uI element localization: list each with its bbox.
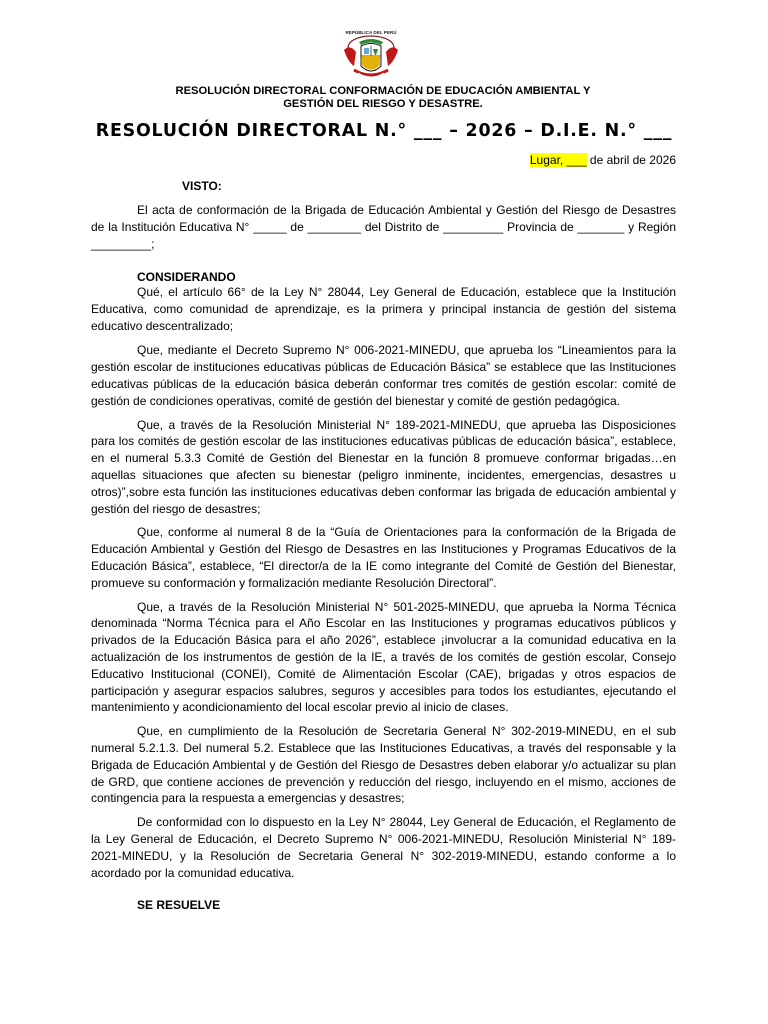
date-text: de abril de 2026 (586, 153, 676, 167)
considerando-paragraph-3: Que, a través de la Resolución Ministerial N° 189-2021-MINEDU, que aprueba las Disposiciones para los comités de gestión escolar de las instituciones educativas públicas de educación básica”, establece, en el numeral 5.3.3 Comité de Gestión del Bienestar en la función 8 promueve conformar brigadas…en aquellas situaciones que afecten su bienestar (peligro inminente, incidentes, emergencias, desastres u otros)”,sobre esta función las instituciones educativas deben conformar las brigada de educación ambiental y gestión del riesgo de desastres; (91, 417, 676, 516)
visto-label: VISTO: (182, 179, 222, 193)
document-heading-line-2: GESTIÓN DEL RIESGO Y DESASTRE. (283, 98, 483, 110)
visto-section (91, 202, 676, 259)
considerando-section (91, 284, 676, 888)
considerando-label: CONSIDERANDO (137, 270, 236, 284)
considerando-paragraph-7: De conformidad con lo dispuesto en la Ley N° 28044, Ley General de Educación, el Reglamento de la Ley General de Educación, el Decreto Supremo N° 006-2021-MINEDU, Resolución Ministerial N° 189-2021-MINEDU, y la Resolución de Secretaria General N° 302-2019-MINEDU, estando conforme a lo acordado por la comunidad educativa. (91, 815, 676, 880)
se-resuelve-label: SE RESUELVE (137, 898, 221, 912)
peru-coat-of-arms-icon (340, 26, 402, 86)
document-heading-line-1: RESOLUCIÓN DIRECTORAL CONFORMACIÓN DE EDUCACIÓN AMBIENTAL Y (175, 85, 591, 97)
resolution-title: RESOLUCIÓN DIRECTORAL N.° ___ – 2026 – D.I.E. N.° ___ (95, 121, 673, 141)
considerando-paragraph-4: Que, conforme al numeral 8 de la “Guía de Orientaciones para la conformación de la Brigada de Educación Ambiental y Gestión del Riesgo de Desastres en las Instituciones y Programas Educativos de la Educación Básica”, establece, “El director/a de la IE como integrante del Comité de Gestión del Bienestar, promueve su conformación y formalización mediante Resolución Directoral”. (91, 525, 676, 590)
svg-text:REPÚBLICA DEL PERÚ: REPÚBLICA DEL PERÚ (345, 30, 397, 35)
considerando-paragraph-5: Que, a través de la Resolución Ministerial N° 501-2025-MINEDU, que aprueba la Norma Técnica denominada “Norma Técnica para el Año Escolar en las Instituciones y programas educativos públicos y privados de la Educación Básica para el año 2026”, establece ¡involucrar a la comunidad educativa en la actualización de los instrumentos de gestión de la IE, a través de los comités de gestión escolar, Consejo Educativo Institucional (CONEI), Comité de Alimentación Escolar (CAE), brigadas y otros espacios de participación y asegurar espacios salubres, seguros y accesibles para todos los estudiantes, ejecutando el mantenimiento y acondicionamiento del local escolar previo al inicio de clases. (91, 599, 676, 715)
visto-paragraph: El acta de conformación de la Brigada de Educación Ambiental y Gestión del Riesgo de Desastres de la Institución Educativa N° _____ de ________ del Distrito de _________ Provincia de _______ y Región _________; (91, 203, 676, 251)
date-line (530, 153, 676, 167)
considerando-paragraph-1: Qué, el artículo 66° de la Ley N° 28044, Ley General de Educación, establece que la Institución Educativa, como comunidad de aprendizaje, es la primera y principal instancia de gestión del sistema educativo descentralizado; (91, 285, 676, 333)
place-placeholder: Lugar, ___ (529, 153, 587, 167)
considerando-paragraph-2: Que, mediante el Decreto Supremo N° 006-2021-MINEDU, que aprueba los “Lineamientos para la gestión escolar de instituciones educativas públicas de Educación Básica” se establece que las Instituciones educativas públicas de la educación básica deberán conformar tres comités de gestión escolar: comité de gestión de condiciones operativas, comité de gestión del bienestar y comité de gestión pedagógica. (91, 343, 676, 408)
considerando-paragraph-6: Que, en cumplimiento de la Resolución de Secretaria General N° 302-2019-MINEDU, en el sub numeral 5.2.1.3. Del numeral 5.2. Establece que las Instituciones Educativas, a través del responsable y la Brigada de Educación Ambiental y de Gestión del Riesgo de Desastres deben elaborar y/o actualizar su plan de GRD, que contiene acciones de prevención y reducción del riesgo, incluyendo en el mismo, acciones de contingencia para la respuesta a emergencias y desastres; (91, 724, 676, 806)
